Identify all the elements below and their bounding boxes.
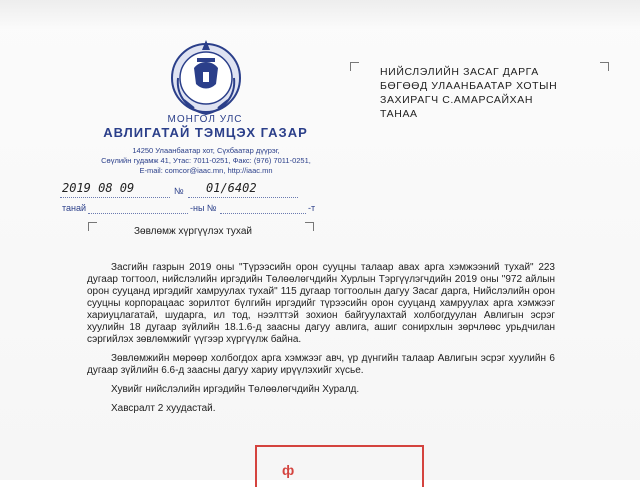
body-paragraph-1: Засгийн газрын 2019 оны "Түрээсийн орон сууцны талаар авах арга хэмжээний тухай" 223 дугаар тогтоол, нийслэлийн иргэдийн Төлөөлөгчдийн Хурлын Тэргүүлэгчдийн 2019 оны "972 айлын орон сууцанд иргэдийг хамруулах тухай" 115 дугаар тогтоолын дагуу Засаг дарга, Нийслэлийн орон сууцны корпорацаас зорилтот бүлгийн иргэдийг түрээсийн орон сууцанд хамруулах арга хэмжээг хариуцлагатай, шударга, ил тод, нээлттэй зохион байгуулахтай холбогдуулан Авлигын эсрэг хуулийн 18 дугаар зүйлийн 18.1.6-д заасны дагуу авлига, ашиг сонирхлын зөрчлөөс урьдчилан сэргийлэх зөвлөмжийг үүгээр хүргүүлж байна. [87,262,555,345]
handwritten-number: 01/6402 [206,181,257,195]
address-line-3: E-mail: comcor@iaac.mn, http://iaac.mn [139,166,273,175]
subject-corner-tl [88,222,97,231]
handwritten-date: 2019 08 09 [62,181,135,195]
state-emblem-icon [164,28,248,124]
seal-mark: ф [282,462,295,478]
scan-edge [0,0,640,30]
addressee-corner-tl [350,62,359,71]
country-name: МОНГОЛ УЛС [167,114,243,125]
nii-label: -ны № [190,203,217,213]
letter-body [87,262,555,422]
red-seal-stamp [255,445,424,487]
reply-reference-line [60,202,316,216]
number-sign: № [174,186,184,196]
addressee-line-3: ЗАХИРАГЧ С.АМАРСАЙХАН [380,94,534,106]
subject-corner-tr [305,222,314,231]
addressee-line-2: БӨГӨӨД УЛААНБААТАР ХОТЫН [380,80,558,92]
body-paragraph-4: Хавсралт 2 хуудастай. [111,403,216,414]
subject-line: Зөвлөмж хүргүүлэх тухай [134,226,252,237]
address-line-2: Сөүлийн гудамж 41, Утас: 7011-0251, Факс: (976) 7011-0251, [101,156,311,165]
address-line-1: 14250 Улаанбаатар хот, Сүхбаатар дүүрэг, [132,146,280,155]
organization-name: АВЛИГАТАЙ ТЭМЦЭХ ГАЗАР [103,125,308,140]
t-label: -т [308,203,316,213]
addressee-block [380,66,580,122]
addressee-corner-tr [600,62,609,71]
body-paragraph-2: Зөвлөмжийн мөрөөр холбогдох арга хэмжээг авч, үр дүнгийн талаар Авлигын эсрэг хуулийн 6 дугаар зүйлийн 6.6-д заасны дагуу хариу ирүүлэхийг хүсье. [87,353,555,376]
body-paragraph-3: Хувийг нийслэлийн иргэдийн Төлөөлөгчдийн Хуралд. [111,384,360,395]
addressee-line-4: ТАНАА [380,108,418,120]
date-number-line [60,181,310,198]
addressee-line-1: НИЙСЛЭЛИЙН ЗАСАГ ДАРГА [380,66,539,78]
tanai-label: танай [62,203,87,213]
